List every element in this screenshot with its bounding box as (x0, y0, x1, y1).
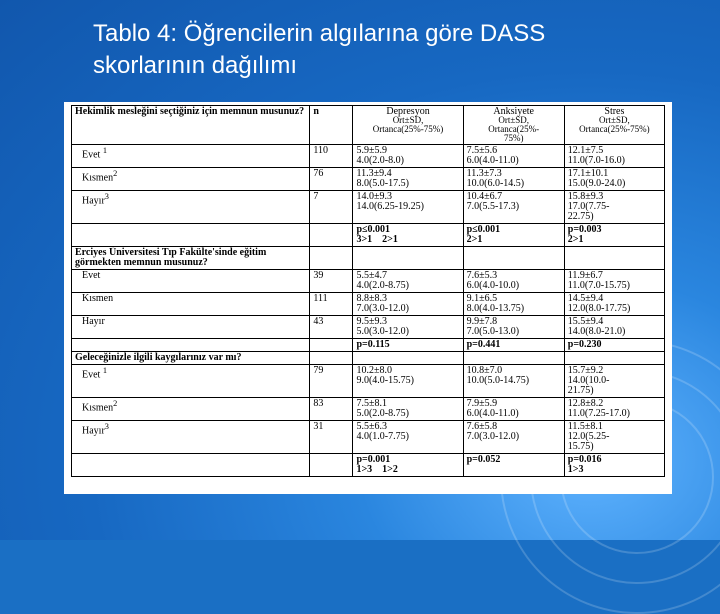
dass-table-container (64, 102, 672, 494)
cell-value: 5.5±4.7 (356, 270, 387, 281)
p-comparison: 2>1 (466, 234, 483, 245)
cell-value: 7.0(5.5-17.3) (466, 201, 520, 212)
header-text: Ortanca(25%-75%) (372, 124, 444, 134)
stress-header (564, 106, 664, 145)
stress-cell (564, 270, 664, 293)
question-1-header: Hekimlik mesleğini seçtiğiniz için memnun musunuz? (72, 106, 310, 145)
cell-value: 5.0(3.0-12.0) (356, 326, 409, 337)
cell-value: 15.7±9.2 (567, 365, 604, 376)
cell-value: 11.3±7.3 (466, 168, 502, 179)
anxiety-cell (463, 365, 564, 398)
cell-value: 7.5±5.6 (466, 145, 498, 156)
anxiety-cell (463, 421, 564, 454)
row-label-sup: 1 (102, 366, 107, 375)
table-row (72, 316, 665, 339)
depression-p-cell (353, 454, 463, 477)
n-cell: 7 (310, 191, 353, 224)
cell-value: 10.0(5.0-14.75) (466, 375, 530, 386)
p-value: p=0.052 (466, 454, 501, 465)
anxiety-cell (463, 168, 564, 191)
empty-cell (310, 224, 353, 247)
header-text: Depresyon (386, 106, 430, 117)
row-label (72, 191, 310, 224)
row-label: Hayır (72, 316, 310, 339)
section-header-row (72, 352, 665, 365)
anxiety-p-cell (463, 224, 564, 247)
cell-value: 12.0(8.0-17.75) (567, 303, 631, 314)
cell-value: 7.5±8.1 (356, 398, 387, 409)
cell-value: 14.5±9.4 (567, 293, 604, 304)
header-text: 75%) (503, 133, 524, 143)
depression-header (353, 106, 463, 145)
header-text: Anksiyete (493, 106, 534, 117)
empty-cell (353, 247, 463, 270)
p-comparison: 3>1 2>1 (356, 234, 398, 245)
row-label: Kısmen (72, 293, 310, 316)
n-header: n (310, 106, 353, 145)
cell-value: 12.8±8.2 (567, 398, 604, 409)
n-cell: 31 (310, 421, 353, 454)
cell-value: 14.0(6.25-19.25) (356, 201, 424, 212)
cell-value: 9.1±6.5 (466, 293, 498, 304)
cell-value: 21.75) (567, 385, 594, 396)
header-text: Ort±SD, (498, 115, 530, 125)
cell-value: 7.6±5.8 (466, 421, 498, 432)
row-label-text: Kısmen (82, 172, 114, 184)
n-cell: 83 (310, 398, 353, 421)
table-row (72, 168, 665, 191)
cell-value: 8.0(4.0-13.75) (466, 303, 525, 314)
stress-p-cell: p=0.230 (564, 339, 664, 352)
row-label-text: Hayır (82, 425, 105, 437)
empty-cell (72, 339, 310, 352)
stress-p-cell (564, 224, 664, 247)
table-row (72, 145, 665, 168)
cell-value: 7.6±5.3 (466, 270, 498, 281)
p-value: p=0.001 (356, 454, 391, 465)
depression-cell (353, 316, 463, 339)
cell-value: 5.0(2.0-8.75) (356, 408, 409, 419)
cell-value: 12.1±7.5 (567, 145, 604, 156)
anxiety-cell (463, 316, 564, 339)
stress-cell (564, 191, 664, 224)
cell-value: 11.0(7.0-16.0) (567, 155, 625, 166)
depression-cell (353, 398, 463, 421)
empty-cell (310, 352, 353, 365)
row-label (72, 421, 310, 454)
anxiety-p-cell (463, 454, 564, 477)
p-comparison: 1>3 (567, 464, 584, 475)
cell-value: 7.0(3.0-12.0) (356, 303, 409, 314)
cell-value: 10.2±8.0 (356, 365, 392, 376)
cell-value: 22.75) (567, 211, 594, 222)
cell-value: 4.0(1.0-7.75) (356, 431, 409, 442)
depression-cell (353, 145, 463, 168)
row-label-text: Evet (82, 149, 101, 161)
cell-value: 15.75) (567, 441, 594, 452)
table-row (72, 398, 665, 421)
table-row (72, 191, 665, 224)
n-cell: 110 (310, 145, 353, 168)
stress-cell (564, 293, 664, 316)
cell-value: 15.0(9.0-24.0) (567, 178, 626, 189)
table-row (72, 293, 665, 316)
anxiety-cell (463, 191, 564, 224)
cell-value: 5.5±6.3 (356, 421, 387, 432)
stress-cell (564, 316, 664, 339)
cell-value: 4.0(2.0-8.75) (356, 280, 409, 291)
anxiety-cell (463, 398, 564, 421)
row-label-text: Evet (82, 369, 101, 381)
row-label (72, 365, 310, 398)
table-row (72, 421, 665, 454)
empty-cell (72, 454, 310, 477)
cell-value: 14.0(10.0- (567, 375, 610, 386)
empty-cell (564, 247, 664, 270)
empty-cell (463, 247, 564, 270)
depression-cell (353, 421, 463, 454)
depression-cell (353, 365, 463, 398)
anxiety-p-cell: p=0.441 (463, 339, 564, 352)
cell-value: 11.3±9.4 (356, 168, 392, 179)
empty-cell (310, 247, 353, 270)
row-label-sup: 3 (104, 422, 109, 431)
depression-p-cell (353, 224, 463, 247)
dass-table (71, 105, 665, 477)
row-label-sup: 2 (113, 169, 118, 178)
cell-value: 11.9±6.7 (567, 270, 603, 281)
p-value-row (72, 339, 665, 352)
cell-value: 7.0(3.0-12.0) (466, 431, 520, 442)
cell-value: 12.0(5.25- (567, 431, 610, 442)
cell-value: 8.8±8.3 (356, 293, 387, 304)
cell-value: 5.9±5.9 (356, 145, 387, 156)
depression-cell (353, 168, 463, 191)
n-cell: 39 (310, 270, 353, 293)
cell-value: 17.0(7.75- (567, 201, 610, 212)
row-label (72, 398, 310, 421)
cell-value: 6.0(4.0-10.0) (466, 280, 520, 291)
empty-cell (564, 352, 664, 365)
n-cell: 111 (310, 293, 353, 316)
p-value: p≤0.001 (466, 224, 501, 235)
cell-value: 17.1±10.1 (567, 168, 609, 179)
cell-value: 10.0(6.0-14.5) (466, 178, 525, 189)
cell-value: 11.0(7.0-15.75) (567, 280, 630, 291)
cell-value: 9.9±7.8 (466, 316, 498, 327)
cell-value: 15.8±9.3 (567, 191, 604, 202)
p-comparison: 1>3 1>2 (356, 464, 398, 475)
section-header-row (72, 247, 665, 270)
cell-value: 9.0(4.0-15.75) (356, 375, 414, 386)
p-value-row (72, 224, 665, 247)
cell-value: 8.0(5.0-17.5) (356, 178, 409, 189)
empty-cell (310, 339, 353, 352)
slide-title-line-2: skorlarının dağılımı (93, 52, 298, 79)
stress-cell (564, 365, 664, 398)
table-row (72, 270, 665, 293)
empty-cell (310, 454, 353, 477)
header-text: Ortanca(25%-75%) (579, 124, 650, 134)
cell-value: 7.0(5.0-13.0) (466, 326, 520, 337)
row-label-text: Hayır (82, 195, 105, 207)
anxiety-cell (463, 293, 564, 316)
stress-p-cell (564, 454, 664, 477)
depression-cell (353, 270, 463, 293)
cell-value: 15.5±9.4 (567, 316, 604, 327)
row-label: Evet (72, 270, 310, 293)
depression-cell (353, 191, 463, 224)
stress-cell (564, 168, 664, 191)
empty-cell (463, 352, 564, 365)
header-text: Ortanca(25%- (488, 124, 540, 134)
cell-value: 9.5±9.3 (356, 316, 387, 327)
anxiety-cell (463, 145, 564, 168)
p-value: p=0.016 (567, 454, 602, 465)
cell-value: 6.0(4.0-11.0) (466, 155, 519, 166)
row-label-sup: 3 (104, 192, 109, 201)
n-cell: 76 (310, 168, 353, 191)
header-text: Stres (604, 106, 625, 117)
cell-value: 6.0(4.0-11.0) (466, 408, 519, 419)
slide-title-line-1: Tablo 4: Öğrencilerin algılarına göre DASS (93, 20, 546, 47)
question-2-header: Erciyes Üniversitesi Tıp Fakülte'sinde eğitim görmekten memnun musunuz? (72, 247, 310, 270)
cell-value: 4.0(2.0-8.0) (356, 155, 404, 166)
empty-cell (72, 224, 310, 247)
depression-cell (353, 293, 463, 316)
cell-value: 11.5±8.1 (567, 421, 603, 432)
p-value: p≤0.001 (356, 224, 391, 235)
cell-value: 11.0(7.25-17.0) (567, 408, 630, 419)
stress-cell (564, 145, 664, 168)
cell-value: 14.0(8.0-21.0) (567, 326, 626, 337)
anxiety-header (463, 106, 564, 145)
header-text: Ort±SD, (599, 115, 630, 125)
n-cell: 43 (310, 316, 353, 339)
cell-value: 10.8±7.0 (466, 365, 503, 376)
row-label (72, 168, 310, 191)
table-header-row (72, 106, 665, 145)
table-row (72, 365, 665, 398)
stress-cell (564, 398, 664, 421)
row-label-text: Kısmen (82, 402, 114, 414)
empty-cell (353, 352, 463, 365)
cell-value: 14.0±9.3 (356, 191, 392, 202)
p-value-row (72, 454, 665, 477)
depression-p-cell: p=0.115 (353, 339, 463, 352)
row-label-sup: 1 (102, 146, 107, 155)
row-label (72, 145, 310, 168)
n-cell: 79 (310, 365, 353, 398)
stress-cell (564, 421, 664, 454)
cell-value: 10.4±6.7 (466, 191, 503, 202)
p-value: p=0.003 (567, 224, 602, 235)
slide-title (93, 18, 693, 82)
header-text: Ort±SD, (392, 115, 424, 125)
anxiety-cell (463, 270, 564, 293)
p-comparison: 2>1 (567, 234, 584, 245)
row-label-sup: 2 (113, 399, 118, 408)
question-3-header: Geleceğinizle ilgili kaygılarınız var mı? (72, 352, 310, 365)
cell-value: 7.9±5.9 (466, 398, 498, 409)
